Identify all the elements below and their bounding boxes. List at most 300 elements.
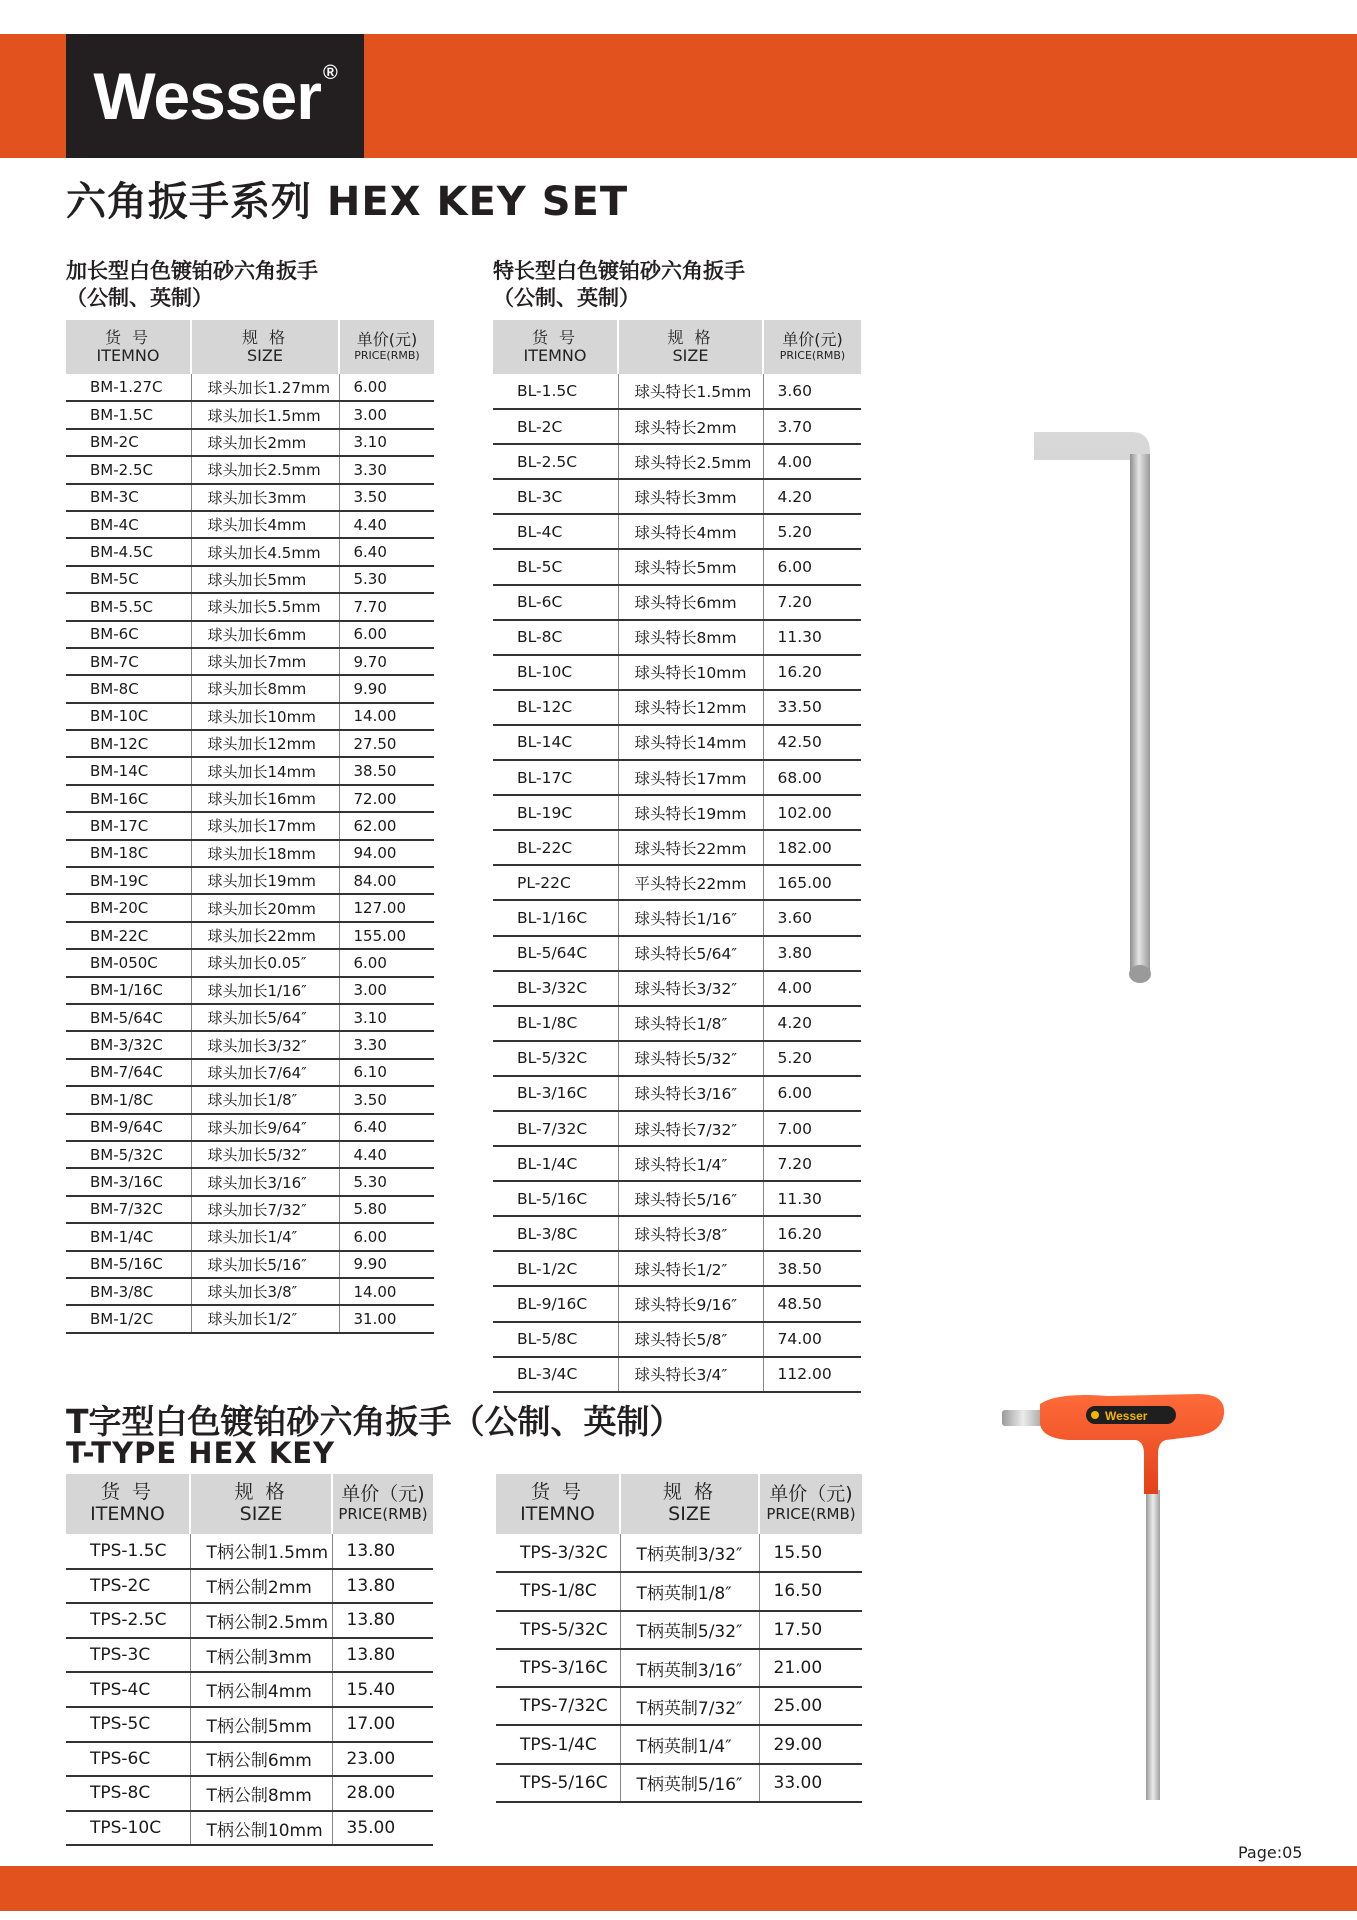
item-number-cell: BM-8C	[66, 675, 191, 702]
price-cell: 3.00	[339, 977, 434, 1004]
item-number-cell: BL-5C	[493, 549, 618, 584]
item-number-cell: BM-4.5C	[66, 538, 191, 565]
table-header-row	[496, 1474, 862, 1534]
size-cell: 球头加长5.5mm	[191, 593, 339, 620]
size-cell: 球头加长12mm	[191, 730, 339, 757]
size-cell: 球头特长19mm	[618, 795, 763, 830]
price-cell: 3.60	[763, 900, 861, 935]
item-number-cell: BL-10C	[493, 655, 618, 690]
item-number-cell: BL-17C	[493, 760, 618, 795]
price-cell: 74.00	[763, 1322, 861, 1357]
table-row	[496, 1764, 862, 1802]
item-number-cell: BM-20C	[66, 894, 191, 921]
item-number-cell: BL-19C	[493, 795, 618, 830]
size-cell: 球头加长5/16″	[191, 1251, 339, 1278]
price-cell: 4.40	[339, 1141, 434, 1168]
size-cell: 球头特长17mm	[618, 760, 763, 795]
item-number-cell: BL-4C	[493, 514, 618, 549]
item-number-cell: BM-3C	[66, 484, 191, 511]
size-cell: 球头特长3/32″	[618, 971, 763, 1006]
size-cell: 球头加长1/2″	[191, 1305, 339, 1332]
size-cell: 球头特长2mm	[618, 409, 763, 444]
bm-price-table	[66, 320, 434, 1334]
price-cell: 4.00	[763, 971, 861, 1006]
item-number-cell: BL-5/8C	[493, 1322, 618, 1357]
table-row	[66, 1114, 434, 1141]
size-cell: 球头加长3mm	[191, 484, 339, 511]
size-cell: 球头加长0.05″	[191, 949, 339, 976]
size-cell: 球头加长1/8″	[191, 1086, 339, 1113]
price-cell: 68.00	[763, 760, 861, 795]
table-row	[66, 401, 434, 428]
t-type-title-en: T-TYPE HEX KEY	[66, 1436, 336, 1470]
size-cell: 球头特长3/8″	[618, 1216, 763, 1251]
size-cell: 球头加长19mm	[191, 867, 339, 894]
item-number-cell: BL-2.5C	[493, 444, 618, 479]
price-cell: 3.50	[339, 1086, 434, 1113]
size-cell: 球头加长10mm	[191, 703, 339, 730]
t-type-title-cn: T字型白色镀铂砂六角扳手（公制、英制）	[66, 1402, 683, 1441]
item-number-cell: TPS-5/32C	[496, 1611, 620, 1649]
item-number-cell: BM-4C	[66, 511, 191, 538]
item-number-cell: BL-7/32C	[493, 1111, 618, 1146]
table-row	[66, 1031, 434, 1058]
table-row	[66, 1638, 433, 1673]
price-cell: 23.00	[332, 1742, 433, 1777]
size-cell: 球头特长5mm	[618, 549, 763, 584]
size-cell: 球头特长3mm	[618, 479, 763, 514]
header-itemno: 货 号 ITEMNO	[66, 1474, 190, 1534]
table-row	[493, 620, 861, 655]
bm-heading-line1: 加长型白色镀铂砂六角扳手	[66, 259, 318, 283]
item-number-cell: BL-3/4C	[493, 1357, 618, 1392]
item-number-cell: TPS-1.5C	[66, 1534, 190, 1569]
item-number-cell: BL-1/2C	[493, 1251, 618, 1286]
bl-section-heading	[493, 258, 745, 312]
size-cell: T柄公制10mm	[190, 1811, 332, 1846]
item-number-cell: TPS-2.5C	[66, 1603, 190, 1638]
table-row	[66, 840, 434, 867]
price-cell: 5.20	[763, 1041, 861, 1076]
table-row	[66, 1251, 434, 1278]
price-cell: 13.80	[332, 1638, 433, 1673]
item-number-cell: BL-2C	[493, 409, 618, 444]
size-cell: 球头特长8mm	[618, 620, 763, 655]
table-row	[66, 1603, 433, 1638]
price-cell: 35.00	[332, 1811, 433, 1846]
size-cell: T柄英制3/32″	[620, 1534, 759, 1572]
item-number-cell: BL-3C	[493, 479, 618, 514]
price-cell: 9.70	[339, 648, 434, 675]
size-cell: T柄公制2.5mm	[190, 1603, 332, 1638]
table-row	[493, 795, 861, 830]
size-cell: 球头加长3/16″	[191, 1168, 339, 1195]
item-number-cell: BM-1/16C	[66, 977, 191, 1004]
size-cell: T柄公制2mm	[190, 1569, 332, 1604]
table-row	[493, 1041, 861, 1076]
price-cell: 28.00	[332, 1776, 433, 1811]
table-row	[493, 444, 861, 479]
table-row	[496, 1534, 862, 1572]
bm-heading-line2: （公制、英制）	[66, 286, 213, 310]
price-cell: 6.00	[763, 1076, 861, 1111]
table-row	[66, 1141, 434, 1168]
price-cell: 5.80	[339, 1196, 434, 1223]
table-row	[66, 1004, 434, 1031]
price-cell: 165.00	[763, 865, 861, 900]
table-header-row	[66, 1474, 433, 1534]
price-cell: 3.30	[339, 1031, 434, 1058]
price-cell: 17.50	[759, 1611, 862, 1649]
table-row	[493, 409, 861, 444]
item-number-cell: TPS-3/32C	[496, 1534, 620, 1572]
price-cell: 112.00	[763, 1357, 861, 1392]
item-number-cell: BL-3/32C	[493, 971, 618, 1006]
item-number-cell: BM-3/8C	[66, 1278, 191, 1305]
item-number-cell: TPS-3C	[66, 1638, 190, 1673]
item-number-cell: TPS-6C	[66, 1742, 190, 1777]
price-cell: 4.40	[339, 511, 434, 538]
item-number-cell: BM-1/8C	[66, 1086, 191, 1113]
table-row	[493, 1216, 861, 1251]
header-size: 规 格 SIZE	[191, 320, 339, 374]
table-row	[496, 1725, 862, 1763]
price-cell: 17.00	[332, 1707, 433, 1742]
tps-metric-table	[66, 1474, 433, 1846]
bl-heading-line1: 特长型白色镀铂砂六角扳手	[493, 259, 745, 283]
price-cell: 6.00	[339, 374, 434, 401]
size-cell: 球头加长5mm	[191, 566, 339, 593]
price-cell: 16.20	[763, 655, 861, 690]
header-price: 单价(元) PRICE(RMB)	[339, 320, 434, 374]
item-number-cell: BM-5/16C	[66, 1251, 191, 1278]
size-cell: 球头加长9/64″	[191, 1114, 339, 1141]
size-cell: T柄英制3/16″	[620, 1649, 759, 1687]
table-row	[66, 1168, 434, 1195]
footer-band	[0, 1866, 1357, 1911]
item-number-cell: BM-5C	[66, 566, 191, 593]
price-cell: 7.00	[763, 1111, 861, 1146]
table-row	[66, 374, 434, 401]
price-cell: 6.00	[339, 1223, 434, 1250]
item-number-cell: TPS-5/16C	[496, 1764, 620, 1802]
item-number-cell: BM-5/32C	[66, 1141, 191, 1168]
size-cell: 平头特长22mm	[618, 865, 763, 900]
size-cell: 球头加长2.5mm	[191, 456, 339, 483]
price-cell: 3.00	[339, 401, 434, 428]
header-itemno: 货 号 ITEMNO	[66, 320, 191, 374]
table-row	[66, 1776, 433, 1811]
size-cell: T柄公制1.5mm	[190, 1534, 332, 1569]
price-cell: 182.00	[763, 830, 861, 865]
table-row	[66, 456, 434, 483]
price-cell: 38.50	[763, 1251, 861, 1286]
item-number-cell: BM-17C	[66, 812, 191, 839]
table-row	[66, 429, 434, 456]
item-number-cell: BM-1/2C	[66, 1305, 191, 1332]
price-cell: 6.40	[339, 538, 434, 565]
price-cell: 7.70	[339, 593, 434, 620]
item-number-cell: TPS-3/16C	[496, 1649, 620, 1687]
table-row	[493, 1006, 861, 1041]
size-cell: 球头特长14mm	[618, 725, 763, 760]
table-row	[493, 1146, 861, 1181]
table-row	[66, 1811, 433, 1846]
size-cell: 球头特长22mm	[618, 830, 763, 865]
item-number-cell: BM-16C	[66, 785, 191, 812]
t-key-brand-label: Wesser	[1105, 1409, 1148, 1423]
table-row	[493, 655, 861, 690]
price-cell: 3.10	[339, 429, 434, 456]
price-cell: 14.00	[339, 703, 434, 730]
item-number-cell: TPS-7/32C	[496, 1687, 620, 1725]
item-number-cell: BM-7/32C	[66, 1196, 191, 1223]
table-row	[66, 648, 434, 675]
item-number-cell: TPS-8C	[66, 1776, 190, 1811]
table-row	[66, 1223, 434, 1250]
size-cell: 球头加长4.5mm	[191, 538, 339, 565]
item-number-cell: TPS-10C	[66, 1811, 190, 1846]
item-number-cell: BM-1/4C	[66, 1223, 191, 1250]
header-size: 规 格 SIZE	[190, 1474, 332, 1534]
table-row	[493, 1357, 861, 1392]
size-cell: 球头特长5/8″	[618, 1322, 763, 1357]
size-cell: 球头特长7/32″	[618, 1111, 763, 1146]
price-cell: 13.80	[332, 1569, 433, 1604]
table-header-row	[493, 320, 861, 374]
price-cell: 16.50	[759, 1572, 862, 1610]
table-row	[493, 1322, 861, 1357]
table-row	[493, 1286, 861, 1321]
table-row	[66, 785, 434, 812]
table-row	[66, 977, 434, 1004]
price-cell: 15.50	[759, 1534, 862, 1572]
price-cell: 3.30	[339, 456, 434, 483]
size-cell: 球头加长2mm	[191, 429, 339, 456]
table-row	[66, 1196, 434, 1223]
size-cell: 球头加长1/16″	[191, 977, 339, 1004]
item-number-cell: BM-9/64C	[66, 1114, 191, 1141]
price-cell: 27.50	[339, 730, 434, 757]
size-cell: 球头加长3/8″	[191, 1278, 339, 1305]
price-cell: 11.30	[763, 620, 861, 655]
size-cell: 球头加长22mm	[191, 922, 339, 949]
item-number-cell: TPS-2C	[66, 1569, 190, 1604]
table-row	[66, 1305, 434, 1332]
price-cell: 9.90	[339, 675, 434, 702]
size-cell: T柄英制1/4″	[620, 1725, 759, 1763]
item-number-cell: BM-2.5C	[66, 456, 191, 483]
item-number-cell: BL-5/64C	[493, 936, 618, 971]
price-cell: 15.40	[332, 1672, 433, 1707]
item-number-cell: PL-22C	[493, 865, 618, 900]
price-cell: 3.70	[763, 409, 861, 444]
item-number-cell: BL-1/4C	[493, 1146, 618, 1181]
size-cell: 球头特长1/2″	[618, 1251, 763, 1286]
bl-price-table	[493, 320, 861, 1393]
size-cell: 球头加长7/64″	[191, 1059, 339, 1086]
size-cell: 球头加长14mm	[191, 757, 339, 784]
size-cell: 球头特长1/16″	[618, 900, 763, 935]
bl-heading-line2: （公制、英制）	[493, 286, 640, 310]
item-number-cell: TPS-5C	[66, 1707, 190, 1742]
table-row	[66, 867, 434, 894]
item-number-cell: BL-5/32C	[493, 1041, 618, 1076]
table-row	[493, 479, 861, 514]
item-number-cell: BM-22C	[66, 922, 191, 949]
header-price: 单价（元) PRICE(RMB)	[759, 1474, 862, 1534]
size-cell: T柄公制6mm	[190, 1742, 332, 1777]
price-cell: 3.10	[339, 1004, 434, 1031]
price-cell: 31.00	[339, 1305, 434, 1332]
price-cell: 7.20	[763, 585, 861, 620]
item-number-cell: BL-22C	[493, 830, 618, 865]
size-cell: 球头特长3/16″	[618, 1076, 763, 1111]
page-number: Page:05	[1238, 1843, 1303, 1862]
table-row	[493, 900, 861, 935]
table-row	[66, 538, 434, 565]
item-number-cell: BM-050C	[66, 949, 191, 976]
table-row	[66, 1742, 433, 1777]
size-cell: 球头加长7/32″	[191, 1196, 339, 1223]
table-row	[66, 1569, 433, 1604]
item-number-cell: BL-9/16C	[493, 1286, 618, 1321]
table-row	[493, 585, 861, 620]
price-cell: 6.00	[339, 621, 434, 648]
size-cell: 球头加长3/32″	[191, 1031, 339, 1058]
price-cell: 4.20	[763, 1006, 861, 1041]
price-cell: 4.00	[763, 444, 861, 479]
size-cell: T柄英制5/16″	[620, 1764, 759, 1802]
item-number-cell: BM-12C	[66, 730, 191, 757]
size-cell: T柄公制4mm	[190, 1672, 332, 1707]
table-row	[493, 1181, 861, 1216]
item-number-cell: BM-2C	[66, 429, 191, 456]
table-row	[496, 1649, 862, 1687]
size-cell: 球头特长3/4″	[618, 1357, 763, 1392]
price-cell: 94.00	[339, 840, 434, 867]
price-cell: 21.00	[759, 1649, 862, 1687]
table-row	[496, 1572, 862, 1610]
price-cell: 25.00	[759, 1687, 862, 1725]
item-number-cell: TPS-1/4C	[496, 1725, 620, 1763]
size-cell: T柄英制5/32″	[620, 1611, 759, 1649]
item-number-cell: TPS-1/8C	[496, 1572, 620, 1610]
price-cell: 38.50	[339, 757, 434, 784]
size-cell: 球头加长8mm	[191, 675, 339, 702]
item-number-cell: BL-5/16C	[493, 1181, 618, 1216]
item-number-cell: BL-1.5C	[493, 374, 618, 409]
size-cell: 球头特长1/8″	[618, 1006, 763, 1041]
table-row	[493, 374, 861, 409]
table-row	[493, 1076, 861, 1111]
size-cell: T柄英制7/32″	[620, 1687, 759, 1725]
price-cell: 3.50	[339, 484, 434, 511]
size-cell: 球头加长16mm	[191, 785, 339, 812]
price-cell: 5.30	[339, 566, 434, 593]
item-number-cell: BM-7C	[66, 648, 191, 675]
page-title: 六角扳手系列 HEX KEY SET	[66, 179, 629, 225]
table-row	[66, 1059, 434, 1086]
item-number-cell: BL-1/16C	[493, 900, 618, 935]
size-cell: 球头加长1.5mm	[191, 401, 339, 428]
price-cell: 6.00	[339, 949, 434, 976]
item-number-cell: BM-14C	[66, 757, 191, 784]
bm-section-heading	[66, 258, 318, 312]
table-row	[66, 511, 434, 538]
price-cell: 3.80	[763, 936, 861, 971]
size-cell: 球头加长4mm	[191, 511, 339, 538]
size-cell: 球头加长7mm	[191, 648, 339, 675]
table-row	[493, 725, 861, 760]
table-row	[493, 830, 861, 865]
size-cell: 球头特长5/64″	[618, 936, 763, 971]
size-cell: 球头加长1/4″	[191, 1223, 339, 1250]
item-number-cell: BM-18C	[66, 840, 191, 867]
table-row	[66, 949, 434, 976]
table-row	[66, 730, 434, 757]
size-cell: T柄公制3mm	[190, 1638, 332, 1673]
item-number-cell: BM-5/64C	[66, 1004, 191, 1031]
table-row	[493, 1111, 861, 1146]
table-row	[66, 1672, 433, 1707]
price-cell: 16.20	[763, 1216, 861, 1251]
table-row	[493, 549, 861, 584]
price-cell: 33.00	[759, 1764, 862, 1802]
size-cell: 球头加长6mm	[191, 621, 339, 648]
header-size: 规 格 SIZE	[618, 320, 763, 374]
price-cell: 84.00	[339, 867, 434, 894]
table-row	[66, 922, 434, 949]
item-number-cell: BM-6C	[66, 621, 191, 648]
table-row	[493, 690, 861, 725]
table-row	[66, 757, 434, 784]
price-cell: 13.80	[332, 1534, 433, 1569]
size-cell: 球头特长5/16″	[618, 1181, 763, 1216]
price-cell: 5.20	[763, 514, 861, 549]
table-row	[493, 1251, 861, 1286]
size-cell: 球头特长5/32″	[618, 1041, 763, 1076]
size-cell: 球头加长18mm	[191, 840, 339, 867]
t-handle-hex-key-icon	[998, 1380, 1238, 1810]
size-cell: 球头加长5/32″	[191, 1141, 339, 1168]
header-price: 单价(元) PRICE(RMB)	[763, 320, 861, 374]
price-cell: 7.20	[763, 1146, 861, 1181]
item-number-cell: BL-12C	[493, 690, 618, 725]
size-cell: 球头加长20mm	[191, 894, 339, 921]
price-cell: 155.00	[339, 922, 434, 949]
l-hex-key-icon	[1020, 420, 1180, 990]
table-row	[66, 566, 434, 593]
price-cell: 62.00	[339, 812, 434, 839]
item-number-cell: BM-3/32C	[66, 1031, 191, 1058]
size-cell: T柄公制8mm	[190, 1776, 332, 1811]
item-number-cell: BL-14C	[493, 725, 618, 760]
table-row	[493, 971, 861, 1006]
table-row	[493, 760, 861, 795]
price-cell: 9.90	[339, 1251, 434, 1278]
item-number-cell: BL-8C	[493, 620, 618, 655]
item-number-cell: BM-7/64C	[66, 1059, 191, 1086]
header-itemno: 货 号 ITEMNO	[496, 1474, 620, 1534]
item-number-cell: TPS-4C	[66, 1672, 190, 1707]
brand-name: Wesser ®	[93, 59, 337, 133]
table-row	[493, 936, 861, 971]
item-number-cell: BL-3/8C	[493, 1216, 618, 1251]
table-row	[496, 1611, 862, 1649]
table-row	[66, 1086, 434, 1113]
price-cell: 127.00	[339, 894, 434, 921]
